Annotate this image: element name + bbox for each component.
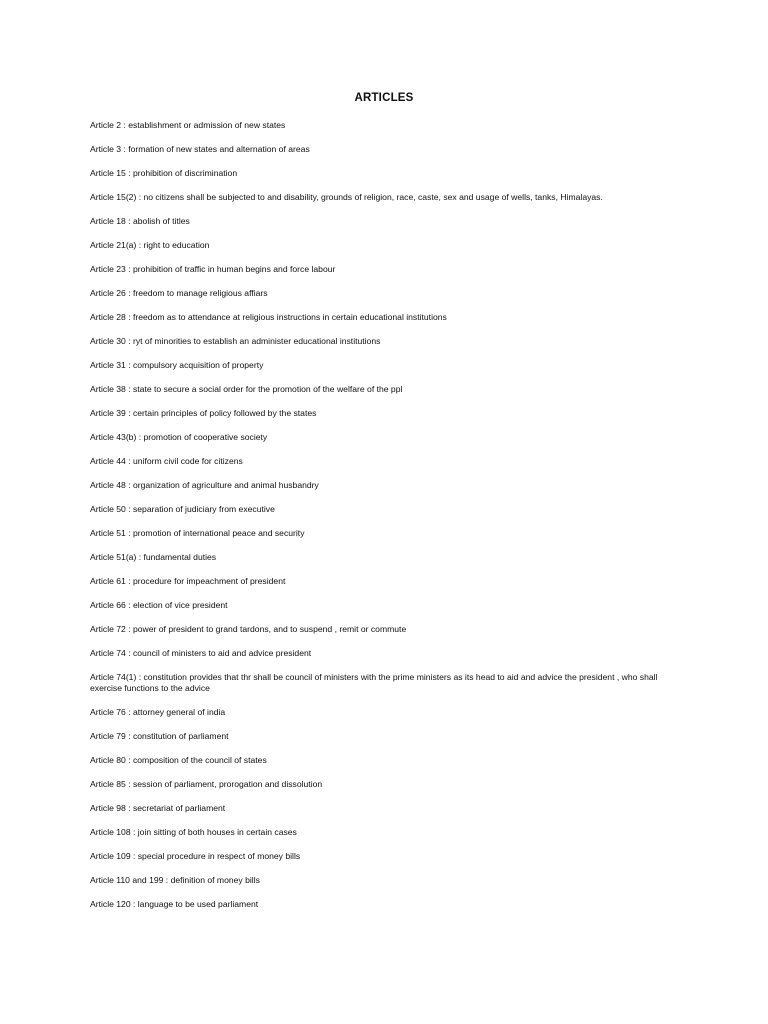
article-item: Article 18 : abolish of titles — [90, 216, 190, 226]
article-item: Article 61 : procedure for impeachment of president — [90, 576, 286, 586]
article-item: Article 43(b) : promotion of cooperative society — [90, 432, 268, 442]
article-item: Article 44 : uniform civil code for citizens — [90, 456, 243, 466]
article-item: Article 26 : freedom to manage religious affiars — [90, 288, 268, 298]
article-item: Article 98 : secretariat of parliament — [90, 803, 226, 813]
article-item: Article 120 : language to be used parliament — [90, 899, 259, 909]
article-item: Article 39 : certain principles of policy followed by the states — [90, 408, 317, 418]
article-item: Article 72 : power of president to grand tardons, and to suspend , remit or commute — [90, 624, 407, 634]
article-item: Article 23 : prohibition of traffic in human begins and force labour — [90, 264, 336, 274]
article-item: Article 74 : council of ministers to aid and advice president — [90, 648, 312, 658]
article-item: Article 109 : special procedure in respect of money bills — [90, 851, 301, 861]
article-item: Article 31 : compulsory acquisition of property — [90, 360, 264, 370]
article-item: Article 51(a) : fundamental duties — [90, 552, 217, 562]
article-item: Article 51 : promotion of international peace and security — [90, 528, 305, 538]
article-item: Article 28 : freedom as to attendance at religious instructions in certain educational institutions — [90, 312, 447, 322]
article-item: Article 108 : join sitting of both houses in certain cases — [90, 827, 297, 837]
article-item: Article 21(a) : right to education — [90, 240, 210, 250]
article-item: Article 2 : establishment or admission of new states — [90, 120, 286, 130]
article-item: Article 50 : separation of judiciary from executive — [90, 504, 275, 514]
article-item: Article 48 : organization of agriculture and animal husbandry — [90, 480, 319, 490]
article-item: Article 30 : ryt of minorities to establish an administer educational institutions — [90, 336, 381, 346]
article-item: Article 85 : session of parliament, prorogation and dissolution — [90, 779, 323, 789]
article-item: Article 110 and 199 : definition of money bills — [90, 875, 260, 885]
article-item: Article 80 : composition of the council of states — [90, 755, 267, 765]
article-item: Article 38 : state to secure a social order for the promotion of the welfare of the ppl — [90, 384, 403, 394]
article-item: Article 15 : prohibition of discrimination — [90, 168, 238, 178]
article-item: Article 76 : attorney general of india — [90, 707, 226, 717]
article-list — [90, 120, 690, 923]
article-item: Article 79 : constitution of parliament — [90, 731, 229, 741]
article-item: Article 74(1) : constitution provides that thr shall be council of ministers with the prime ministers as its head to aid and advice the president , who shall exercise functions to the advice — [90, 672, 658, 693]
article-item: Article 66 : election of vice president — [90, 600, 228, 610]
article-item: Article 3 : formation of new states and alternation of areas — [90, 144, 310, 154]
page-title: ARTICLES — [354, 92, 414, 104]
article-item: Article 15(2) : no citizens shall be subjected to and disability, grounds of religion, race, caste, sex and usage of wells, tanks, Himalayas. — [90, 192, 603, 202]
